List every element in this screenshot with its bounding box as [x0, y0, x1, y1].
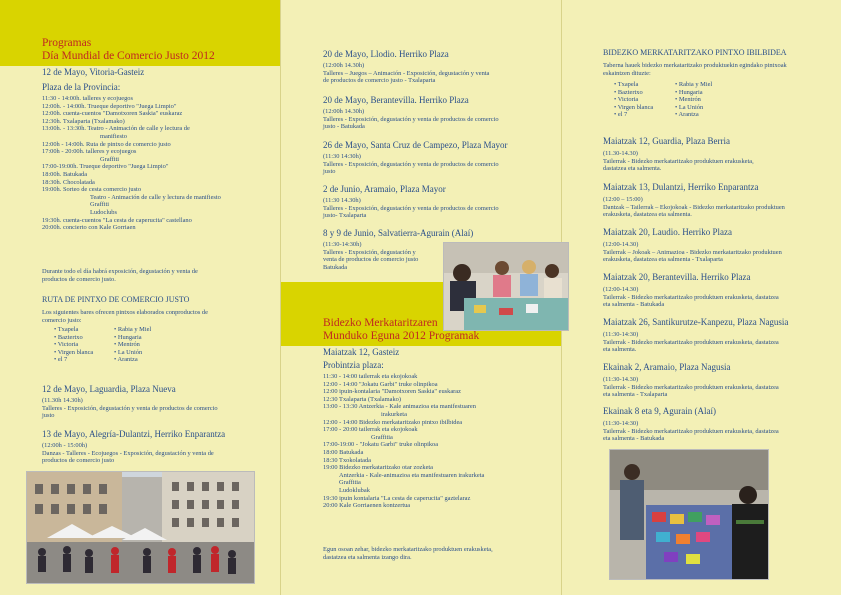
list-item: • Victoria	[614, 96, 639, 104]
list-item: • Baztertxo	[614, 88, 643, 96]
schedule-item: 13:00h. - 13:30h. Teatro - Animación de calle y lectura de	[42, 125, 190, 133]
schedule-item: Graffitia	[371, 433, 393, 441]
laguardia-heading: 12 de Mayo, Laguardia, Plaza Nueva	[42, 384, 176, 394]
ruta-intro-es: Los siguientes bares ofrecen pintxos elaborados conproductos de comercio justo:	[42, 309, 208, 324]
page-title-eu: Bidezko Merkataritzaren Munduko Eguna 2012 Programak	[323, 317, 480, 342]
berantevilla-details: (12:00h 14.30h) Talleres - Exposición, degustación y venta de productos de comercio justo - Batukada	[323, 108, 499, 131]
list-item: • Baztertxo	[54, 333, 83, 341]
list-item: • Arantza	[114, 356, 138, 364]
schedule-item: 12:00 - 14:00 Bidezko merkataritzako pintxo ibilbidea	[323, 418, 463, 426]
laudio-details: (12:00-14.30) Tailerrak – Jokoak – Animazioa - Bidezko merkataritzako produktuen erakusketa, dastatzea eta salmenta - Txalaparta	[603, 241, 782, 264]
berantevilla-eu-details: (12:00-14.30) Tailerrak - Bidezko merkataritzako produktuen erakusketa, dastatzea eta salmenta - Batukada	[603, 286, 779, 309]
kanpezu-heading: Maiatzak 26, Santikurutze-Kanpezu, Plaza Nagusia	[603, 317, 789, 327]
list-item: • el 7	[54, 356, 68, 364]
fold-divider-1	[280, 0, 281, 595]
schedule-item: 12:30 Txalaparta (Txalamako)	[323, 395, 401, 403]
llodio-details: (12:00h 14.30h) Talleres – Juegos – Animación - Exposición, degustación y venta de productos de comercio justo - Txalaparta	[323, 62, 490, 85]
schedule-item: 12:00 ipuin-kontalaria "Damotxoren Saskia" euskaraz	[323, 388, 461, 396]
guardia-heading: Maiatzak 12, Guardia, Plaza Berria	[603, 136, 730, 146]
agurain-details: (11:30-14:30) Tailerrak - Bidezko merkataritzako produktuen erakusketa, dastatzea eta salmenta - Batukada	[603, 420, 779, 443]
schedule-item: 11:30 - 14:00 tailerrak eta ekojokoak	[323, 373, 418, 380]
campezo-heading: 26 de Mayo, Santa Cruz de Campezo, Plaza Mayor	[323, 140, 508, 150]
market-stall-photo	[609, 449, 769, 580]
schedule-item: manifiesto	[100, 132, 127, 140]
street-square-image	[27, 472, 254, 583]
schedule-item: Teatro - Animación de calle y lectura de manifiesto	[90, 193, 221, 201]
aramaio-eu-details: (11:30-14.30) Tailerrak - Bidezko merkataritzako produktuen erakusketa, dastatzea eta salmenta - Txalaparta	[603, 376, 779, 399]
salvatierra-heading: 8 y 9 de Junio, Salvatierra-Agurain (Alaí)	[323, 228, 474, 238]
ruta-heading-es: RUTA DE PINTXO DE COMERCIO JUSTO	[42, 295, 190, 304]
berantevilla-heading: 20 de Mayo, Berantevilla. Herriko Plaza	[323, 95, 469, 105]
page-title-es: Programas Día Mundial de Comercio Justo 2012	[42, 37, 215, 62]
schedule-item: 19:00h. Sorteo de cesta comercio justo	[42, 186, 142, 194]
list-item: • Virgen blanca	[54, 348, 94, 356]
schedule-item: Graffiti	[100, 155, 120, 163]
schedule-item: 12:30h. Txalaparta (Txalamako)	[42, 117, 125, 125]
list-item: • Hungaria	[114, 333, 142, 341]
schedule-item: 18:00 Batukada	[323, 448, 364, 456]
vitoria-schedule	[42, 95, 221, 232]
dulantzi-details: (12:00 – 15:00) Dantzak – Tailerrak – Ekojokoak - Bidezko merkataritzako produktuen erakusketa, dastatzea eta salmenta.	[603, 196, 785, 219]
berantevilla-eu-heading: Maiatzak 20, Berantevilla. Herriko Plaza	[603, 272, 751, 282]
schedule-item: 11:30 - 14:00h. talleres y ecojuegos	[42, 95, 133, 102]
ruta-intro-eu: Taberna hauek bidezko merkataritzako produktuekin egindako pintxoak eskaintzen dituzte:	[603, 62, 787, 77]
list-item: • el 7	[614, 111, 628, 119]
aramaio-eu-heading: Ekainak 2, Aramaio, Plaza Nagusia	[603, 362, 731, 372]
aramaio-details: (11:30 14.30h) Talleres - Exposición, degustación y venta de productos de comercio justo- Txalaparta	[323, 197, 499, 220]
schedule-item: 12:00h. - 14:00h. Trueque deportivo "Juega Limpio"	[42, 102, 177, 110]
schedule-item: 20:00 Kale Gorriaenen kontzertua	[323, 502, 411, 510]
plaza-heading: Plaza de la Provincia:	[42, 82, 121, 92]
list-item: • La Unión	[675, 103, 704, 111]
schedule-item: 19:30 ipuin kontalaria "La cesta de caperucita" gaztelaraz	[323, 494, 471, 502]
schedule-item: 18:00h. Batukada	[42, 170, 88, 178]
schedule-item: 12:00h. cuenta-cuentos "Damotxoren Saskia" euskaraz	[42, 110, 183, 118]
alegria-details: (12:00h - 15:00h) Danzas - Talleres - Ecojuegos - Exposición, degustación y venta de productos de comercio justo	[42, 442, 214, 465]
egun-note: Egun osoan zehar, bidezko merkataritzako produktuen erakusketa, dastatzea eta salmenta izango dira.	[323, 546, 493, 561]
schedule-item: Ludoclubs	[90, 208, 117, 216]
guardia-details: (11.30-14.30) Tailerrak - Bidezko merkataritzako produktuen erakusketa, dastatzea eta salmenta.	[603, 150, 754, 173]
vitoria-heading: 12 de Mayo, Vitoria-Gasteiz	[42, 67, 145, 77]
schedule-item: 13:00 - 13:30 Antzerkia - Kale animazioa eta manifestuaren	[323, 403, 476, 411]
schedule-item: 12:00h - 14:00h. Ruta de pintxo de comercio justo	[42, 140, 171, 148]
schedule-item: 20:00h. concierto con Kale Gorriaen	[42, 224, 136, 232]
schedule-item: 17:00 - 20:00 tailerrak eta ekojokoak	[323, 426, 418, 434]
dulantzi-heading: Maiatzak 13, Dulantzi, Herriko Enparantza	[603, 182, 759, 192]
list-item: • Rabia y Miel	[114, 326, 152, 333]
schedule-item: 19:30h. cuenta-cuentos "La cesta de caperucita" castellano	[42, 216, 192, 224]
schedule-item: Graffiti	[90, 201, 110, 209]
gasteiz-schedule	[323, 373, 484, 510]
alegria-heading: 13 de Mayo, Alegría-Dulantzi, Herriko Enparantza	[42, 429, 226, 439]
schedule-item: 17:00h - 20:00h. talleres y ecojuegos	[42, 148, 137, 156]
ruta-heading-eu: BIDEZKO MERKATARITZAKO PINTXO IBILBIDEA	[603, 48, 787, 57]
list-item: • Mentrón	[675, 96, 701, 104]
street-square-photo	[26, 471, 255, 584]
campezo-details: (11:30 14:30h) Talleres - Exposición, degustación y venta de productos de comercio justo	[323, 153, 499, 176]
durante-note: Durante todo el día habrá exposición, degustación y venta de productos de comercio justo.	[42, 268, 198, 283]
list-item: • Txapela	[614, 81, 639, 88]
llodio-heading: 20 de Mayo, Llodio. Herriko Plaza	[323, 49, 449, 59]
schedule-item: irakurketa	[381, 410, 407, 418]
list-item: • Txapela	[54, 326, 79, 333]
list-item: • Hungaria	[675, 88, 703, 96]
probintzia-heading: Probintzia plaza:	[323, 360, 384, 370]
market-stall-image	[610, 450, 768, 579]
list-item: • Mentrón	[114, 341, 140, 349]
schedule-item: 17:00-19:00 - "Jokatu Garbi" truke olinpikoa	[323, 441, 439, 449]
schedule-item: 19:00 Bidezko merkataritzako otar zozketa	[323, 464, 434, 472]
list-item: • Rabia y Miel	[675, 81, 713, 88]
gasteiz-heading: Maiatzak 12, Gasteiz	[323, 347, 400, 357]
list-item: • Virgen blanca	[614, 103, 654, 111]
bar-list-es	[54, 326, 184, 366]
agurain-heading: Ekainak 8 eta 9, Agurain (Alaí)	[603, 406, 716, 416]
list-item: • Victoria	[54, 341, 79, 349]
schedule-item: 18:30 Txokolatada	[323, 456, 371, 464]
schedule-item: 18:30h. Chocolatada	[42, 178, 95, 186]
schedule-item: 17:00-19:00h. Trueque deportivo "Juega Limpio"	[42, 163, 169, 171]
schedule-item: Antzerkia - Kale-animazioa eta manifestuaren irakurketa	[339, 471, 485, 479]
aramaio-heading: 2 de Junio, Aramaio, Plaza Mayor	[323, 184, 446, 194]
list-item: • Arantza	[675, 111, 699, 119]
list-item: • La Unión	[114, 348, 143, 356]
schedule-item: 12:00 - 14:00 "Jokatu Garbi" truke olinpikoa	[323, 380, 438, 388]
schedule-item: Graffitia	[339, 479, 361, 487]
schedule-item: Ludoklubak	[339, 486, 370, 494]
laguardia-details: (11.30h 14.30h) Talleres - Exposición, degustación y venta de productos de comercio justo	[42, 397, 218, 420]
kanpezu-details: (11:30-14:30) Tailerrak - Bidezko merkataritzako produktuen erakusketa, dastatzea eta salmenta.	[603, 331, 779, 354]
salvatierra-details: (11:30-14:30h) Talleres - Exposición, degustación y venta de productos de comercio justo Batukada	[323, 241, 419, 271]
bar-list-eu	[614, 81, 744, 121]
laudio-heading: Maiatzak 20, Laudio. Herriko Plaza	[603, 227, 732, 237]
